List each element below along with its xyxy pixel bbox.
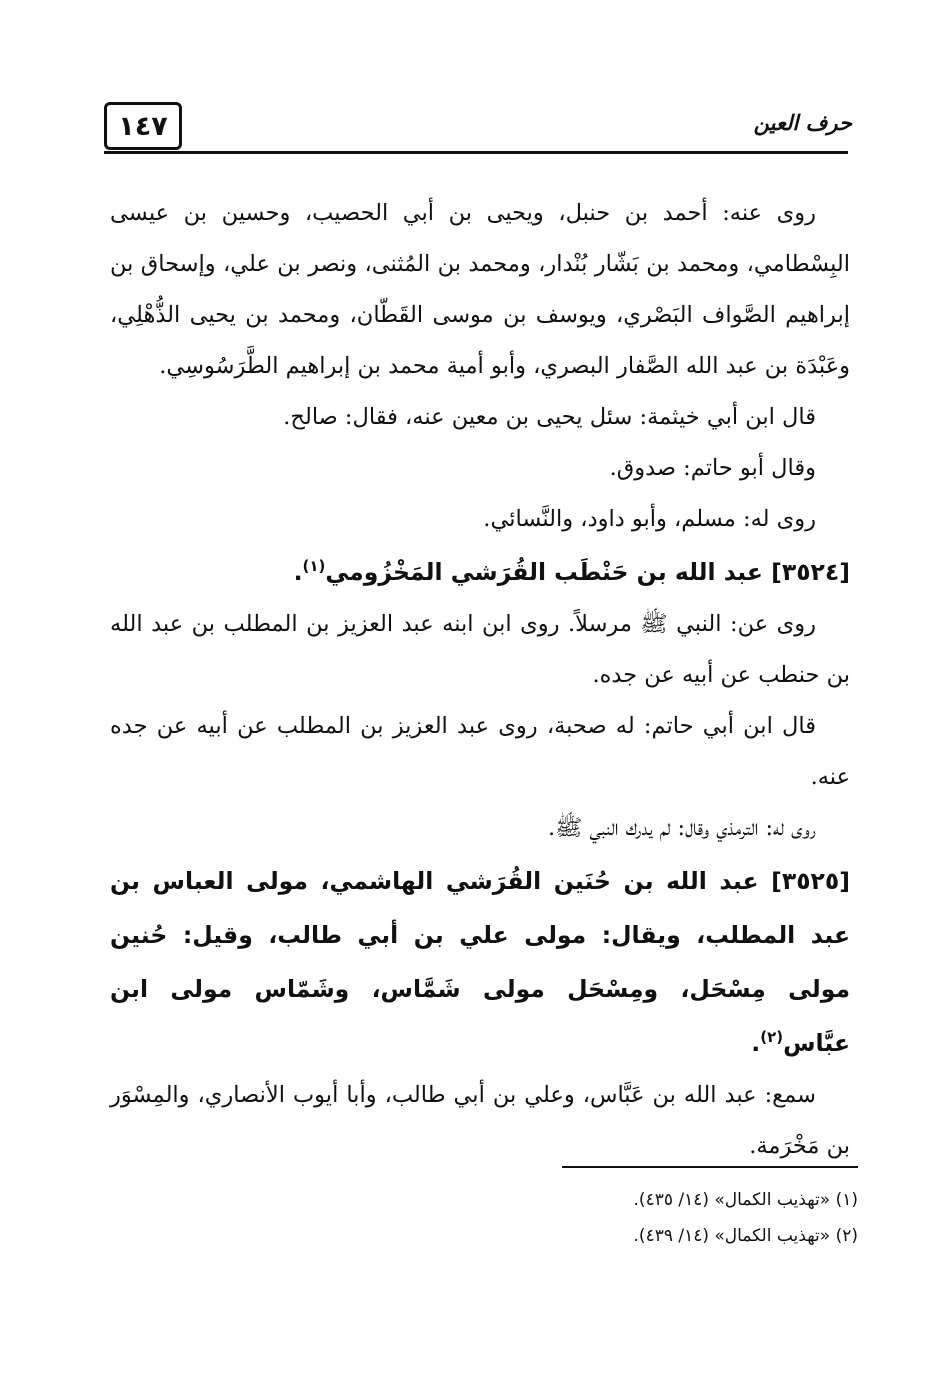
paragraph-tirmidhi: روى له: الترمذي وقال: لم يدرك النبي ﷺ. — [548, 815, 816, 841]
entry-heading-end: . — [751, 1029, 761, 1057]
main-text — [110, 188, 850, 1172]
entry-heading-3525 — [110, 854, 850, 1070]
footnote-ref-2: (٢) — [760, 1028, 784, 1047]
footnote-2: (٢) «تهذيب الكمال» (١٤/ ٤٣٩). — [633, 1226, 858, 1246]
entry-heading-3524 — [110, 545, 850, 599]
paragraph-ibn-abi-khaythama: قال ابن أبي خيثمة: سئل يحيى بن معين عنه، فقال: صالح. — [283, 404, 816, 430]
running-head: حرف العين — [753, 110, 852, 135]
entry-heading-end: . — [293, 558, 303, 586]
entry-heading-text: [٣٥٢٥] عبد الله بن حُنَين القُرَشي الهاشمي، مولى العباس بن عبد المطلب، ويقال: مولى علي بن أبي طالب، وقيل: حُنين مولى مِسْحَل، ومِسْحَل مولى شَمَّاس، وشَمّاس مولى ابن عبَّاس — [110, 867, 850, 1057]
paragraph-narrators: روى عنه: أحمد بن حنبل، ويحيى بن أبي الحصيب، وحسين بن عيسى البِسْطامي، ومحمد بن بَشّار بُنْدار، ومحمد بن المُثنى، ونصر بن علي، وإسحاق بن إبراهيم الصَّواف البَصْري، ويوسف بن موسى القَطّان، ومحمد بن يحيى الذُّهْلِي، وعَبْدَة بن عبد الله الصَّفار البصري، وأبو أمية محمد بن إبراهيم الطَّرَسُوسِي. — [110, 200, 850, 379]
footnote-ref-1: (١) — [302, 557, 326, 576]
paragraph-ibn-abi-hatim: قال ابن أبي حاتم: له صحبة، روى عبد العزيز بن المطلب عن أبيه عن جده عنه. — [110, 713, 850, 790]
entry-heading-text: [٣٥٢٤] عبد الله بن حَنْطَب القُرَشي المَخْزُومي — [325, 558, 850, 586]
footnotes — [110, 1182, 858, 1254]
paragraph-narrated-by: روى له: مسلم، وأبو داود، والنَّسائي. — [483, 506, 816, 532]
paragraph-narrated-from: روى عن: النبي ﷺ مرسلاً. روى ابن ابنه عبد العزيز بن المطلب بن عبد الله بن حنطب عن أبيه عن جده. — [110, 611, 850, 688]
paragraph-heard-from: سمع: عبد الله بن عَبَّاس، وعلي بن أبي طالب، وأبا أيوب الأنصاري، والمِسْوَر بن مَخْرَمة. — [110, 1082, 850, 1159]
page-number: ١٤٧ — [104, 102, 182, 150]
header-rule — [104, 151, 848, 154]
footnote-1: (١) «تهذيب الكمال» (١٤/ ٤٣٥). — [633, 1190, 858, 1210]
paragraph-abu-hatim: وقال أبو حاتم: صدوق. — [609, 455, 816, 481]
footnote-rule — [562, 1166, 858, 1168]
